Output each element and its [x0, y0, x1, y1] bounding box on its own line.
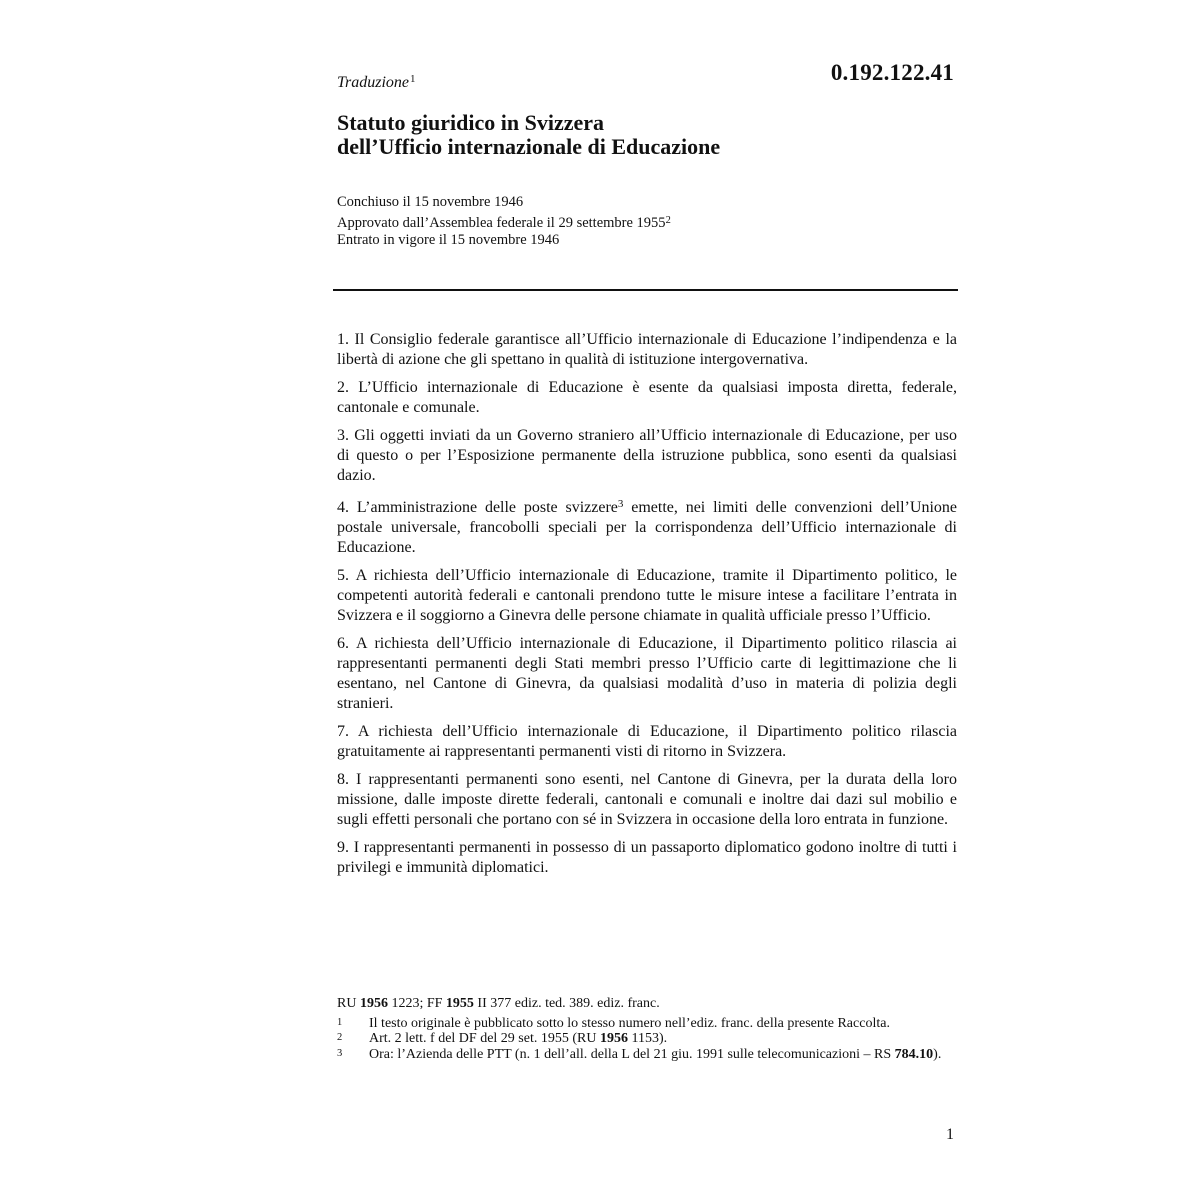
paragraph-9: 9. I rappresentanti permanenti in possesso di un passaporto diplomatico godono inoltre di tutti i privilegi e immunità diplomatici. — [337, 839, 957, 876]
title-line-2: dell’Ufficio internazionale di Educazione — [337, 134, 721, 159]
footnote-3-text — [369, 1047, 957, 1063]
paragraph-8: 8. I rappresentanti permanenti sono esenti, nel Cantone di Ginevra, per la durata della loro missione, dalle imposte dirette federali, cantonali e comunali e inoltre dai dazi sul mobilio e sugli effetti personali che portano con sé in Svizzera in occasione della loro entrata in funzione. — [337, 771, 957, 828]
footnote-2 — [337, 1031, 957, 1047]
source-ru-prefix: RU — [337, 996, 360, 1011]
in-force-date: Entrato in vigore il 15 novembre 1946 — [337, 232, 560, 248]
source-ru-year: 1956 — [359, 996, 388, 1011]
document-meta — [337, 194, 957, 250]
footnote-2-bold: 1956 — [599, 1031, 628, 1046]
footnotes-section — [337, 996, 957, 1062]
footnote-2-part-b: 1153). — [627, 1031, 668, 1046]
source-ff-year: 1955 — [445, 996, 474, 1011]
footnote-3 — [337, 1047, 957, 1063]
document-title — [337, 111, 957, 159]
footnote-ref-2[interactable]: 2 — [665, 214, 671, 226]
paragraph-4-part-b: emette, nei limiti delle convenzioni dell’Unione postale universale, francobolli speciali per la corrispondenza dell’Ufficio internazionale di Educazione. — [337, 499, 957, 556]
footnote-ref-3[interactable]: 3 — [617, 498, 624, 510]
document-body — [337, 330, 957, 886]
footnote-1-number: 1 — [337, 1016, 343, 1028]
paragraph-5: 5. A richiesta dell’Ufficio internazionale di Educazione, tramite il Dipartimento politico, le competenti autorità federali e cantonali prendono tutte le misure intese a facilitare l’entrata in Svizzera e il soggiorno a Ginevra delle persone chiamate in qualità ufficiale presso l’Ufficio. — [337, 567, 957, 624]
approved-date — [337, 212, 957, 233]
footnote-1-text: Il testo originale è pubblicato sotto lo stesso numero nell’ediz. franc. della presente Raccolta. — [369, 1015, 890, 1031]
paragraph-1: 1. Il Consiglio federale garantisce all’Ufficio internazionale di Educazione l’indipendenza e la libertà di azione che gli spettano in qualità di istituzione intergovernativa. — [337, 331, 957, 368]
footnote-3-bold: 784.10 — [894, 1046, 934, 1062]
translation-label — [337, 73, 957, 92]
page-number: 1 — [946, 1126, 954, 1143]
footnote-2-text — [369, 1031, 957, 1047]
paragraph-3: 3. Gli oggetti inviati da un Governo straniero all’Ufficio internazionale di Educazione, per uso di questo o per l’Esposizione permanente della istruzione pubblica, sono esenti da qualsiasi dazio. — [337, 427, 957, 484]
paragraph-7: 7. A richiesta dell’Ufficio internazionale di Educazione, il Dipartimento politico rilascia gratuitamente ai rappresentanti permanenti visti di ritorno in Svizzera. — [337, 723, 957, 760]
footnote-2-part-a: Art. 2 lett. f del DF del 29 set. 1955 (RU — [369, 1031, 600, 1046]
paragraph-6: 6. A richiesta dell’Ufficio internazionale di Educazione, il Dipartimento politico rilascia ai rappresentanti permanenti degli Stati membri presso l’Ufficio carte di legittimazione che li esentano, nel Cantone di Ginevra, da qualsiasi modalità d’uso in materia di polizia degli stranieri. — [337, 635, 957, 712]
translation-text: Traduzione — [337, 74, 410, 91]
footnote-2-number: 2 — [337, 1032, 343, 1043]
paragraph-4 — [337, 494, 957, 558]
footnote-ref-1[interactable]: 1 — [410, 73, 416, 85]
approved-text: Approvato dall’Assemblea federale il 29 settembre 1955 — [337, 214, 666, 231]
footnote-3-number: 3 — [337, 1047, 343, 1059]
source-reference — [337, 996, 957, 1012]
source-ru-mid: 1223; FF — [387, 996, 446, 1011]
source-ff-rest: II 377 ediz. ted. 389. ediz. franc. — [473, 996, 660, 1011]
paragraph-2: 2. L’Ufficio internazionale di Educazione è esente da qualsiasi imposta diretta, federale, cantonale e comunale. — [337, 379, 957, 416]
sr-number: 0.192.122.41 — [830, 60, 954, 85]
paragraph-4-part-a: 4. L’amministrazione delle poste svizzere — [337, 499, 618, 516]
concluded-date: Conchiuso il 15 novembre 1946 — [337, 194, 524, 210]
footnote-1 — [337, 1016, 957, 1032]
footnote-3-part-b: ). — [933, 1046, 942, 1062]
footnote-3-part-a: Ora: l’Azienda delle PTT (n. 1 dell’all. della L del 21 giu. 1991 sulle telecomunicazioni – RS — [369, 1046, 895, 1062]
horizontal-rule — [333, 289, 958, 291]
title-line-1: Statuto giuridico in Svizzera — [337, 110, 605, 135]
